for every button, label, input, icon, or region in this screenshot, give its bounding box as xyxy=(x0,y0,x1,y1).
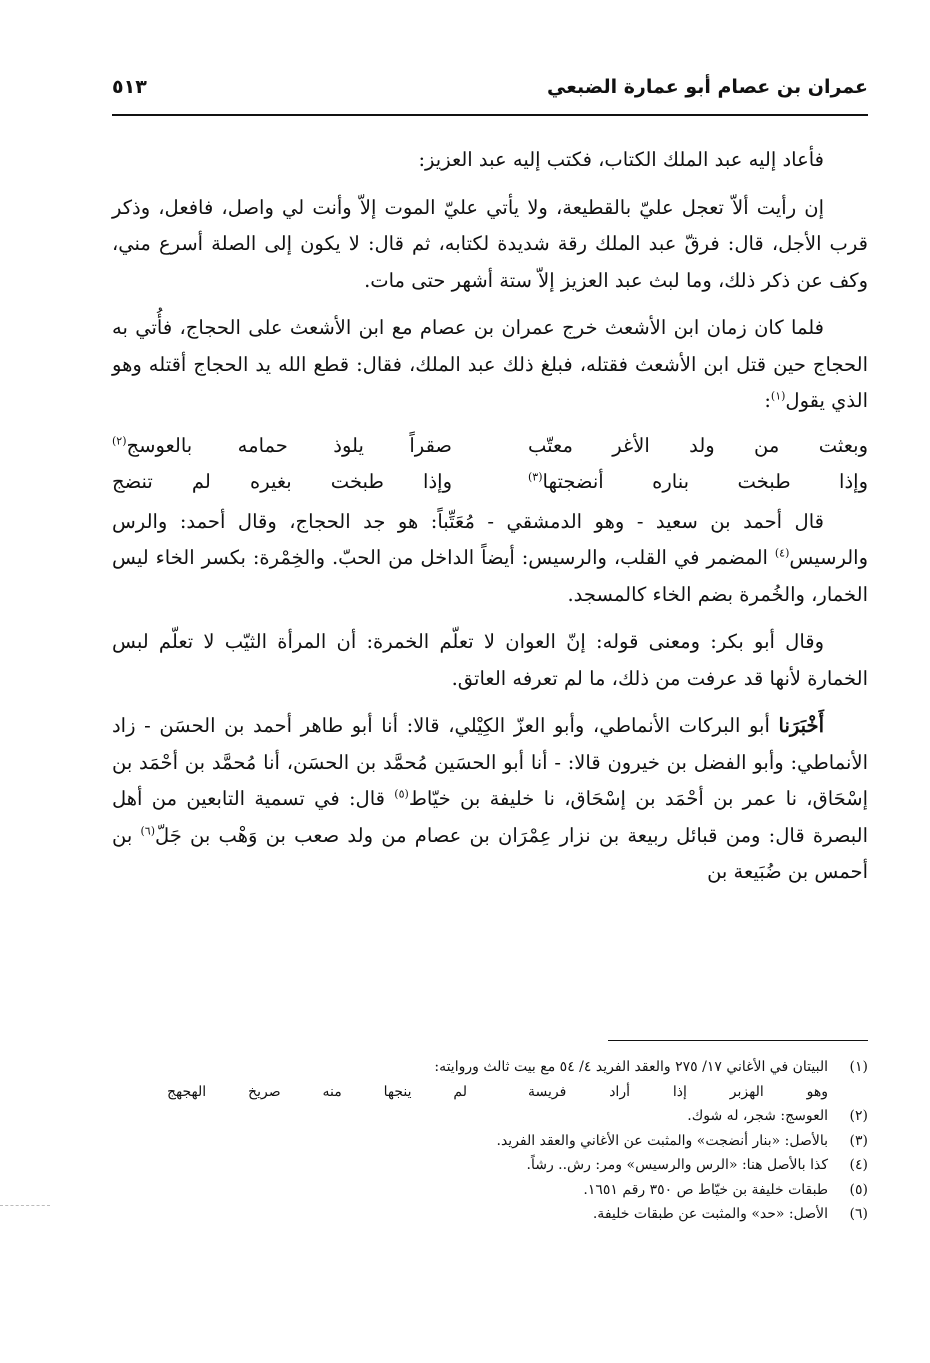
verse-2-second-hemistich: وإذا طبخت بغيره لم تنضج xyxy=(112,469,452,493)
footnote-ref-4: (٤) xyxy=(774,546,790,560)
paragraph-4-text-b: المضمر في القلب، والرسيس: أيضاً الداخل من الحبّ. والخِمْرة: بكسر الخاء ليس الخمار، والخُمرة بضم الخاء كالمسجد. xyxy=(112,546,868,606)
isnad-lead-word: أَخْبَرَنا xyxy=(778,714,824,737)
footnote-verse xyxy=(112,1080,868,1105)
scan-edge-mark xyxy=(0,1205,50,1206)
poem xyxy=(112,428,868,500)
paragraph-6-text-b: قال: في تسمية التابعين من أهل البصرة قال: ومن قبائل ربيعة بن نزار عِمْرَان بن عصام من ولد صعب بن وَهْب بن جَلّ xyxy=(112,787,868,847)
paragraph-5: وقال أبو بكر: ومعنى قوله: إنّ العوان لا تعلّم الخمرة: أن المرأة الثيّب لا تعلّم لبس الخمارة لأنها قد عرفت من ذلك، ما لم تعرفه العاتق. xyxy=(112,630,868,690)
footnote-number: (٦) xyxy=(849,1206,868,1222)
paragraph-6-text-a: أبو البركات الأنماطي، وأبو العزّ الكِيْلي، قالا: أنا أبو طاهر أحمد بن الحسَن - زاد الأنماطي: وأبو الفضل بن خيرون قالا: - أنا أبو الحسَين مُحمَّد بن الحسَن، أنا مُحمَّد بن أحْمَد بن إسْحَاق، نا عمر بن أحْمَد بن إسْحَاق، نا خليفة بن خيّاط xyxy=(112,714,868,810)
page-number: ٥١٣ xyxy=(112,76,147,98)
footnote-6 xyxy=(112,1202,868,1227)
verse-1-second-hemistich xyxy=(112,428,452,464)
paragraph-6-text-c: بن أحمس بن ضُبَيعة بن xyxy=(112,823,868,883)
footnote-text: الأصل: «حد» والمثبت عن طبقات خليفة. xyxy=(592,1206,828,1222)
verse-2-first-hemistich xyxy=(528,464,868,500)
footnote-verse-first-hemistich: وهو الهزبر إذا أراد فريسة xyxy=(528,1083,828,1100)
footnote-3 xyxy=(112,1129,868,1154)
footnote-ref-2: (٢) xyxy=(112,434,127,447)
paragraph-4 xyxy=(112,504,868,614)
paragraph-1: فأعاد إليه عبد الملك الكتاب، فكتب إليه عبد العزيز: xyxy=(418,148,824,171)
footnote-text: كذا بالأصل هنا: «الرس والرسيس» ومر: رش.. رشاً. xyxy=(526,1157,828,1173)
footnote-5 xyxy=(112,1178,868,1203)
footnote-divider xyxy=(608,1040,868,1041)
paragraph-6 xyxy=(112,708,868,891)
footnote-text: العوسج: شجر، له شوك. xyxy=(687,1108,828,1124)
footnote-number: (٢) xyxy=(849,1108,868,1124)
footnote-1 xyxy=(112,1055,868,1080)
footnote-number: (٤) xyxy=(849,1157,868,1173)
footnote-number: (١) xyxy=(849,1059,868,1075)
footnote-verse-second-hemistich: لم ينجها منه صريخ الهجهج xyxy=(167,1083,467,1100)
verse-1-second-hemistich-text: صقراً يلوذ حمامه بالعوسج xyxy=(126,433,452,457)
footnote-text: طبقات خليفة بن خيّاط ص ٣٥٠ رقم ١٦٥١. xyxy=(583,1181,828,1198)
footnote-number: (٥) xyxy=(849,1181,868,1198)
main-text xyxy=(112,142,868,891)
footnote-ref-6: (٦) xyxy=(140,824,156,837)
paragraph-3 xyxy=(112,310,868,420)
footnote-ref-3: (٣) xyxy=(528,470,543,483)
footnote-2 xyxy=(112,1104,868,1129)
paragraph-3-end: : xyxy=(764,389,771,412)
paragraph-3-text: فلما كان زمان ابن الأشعث خرج عمران بن عصام مع ابن الأشعث على الحجاج، فأُتي به الحجاج حين قتل ابن الأشعث فقتله، فبلغ ذلك عبد الملك، فقال: قطع الله يد الحجاج أقتله وهو الذي يقول xyxy=(112,316,868,412)
paragraph-2: إن رأيت ألاّ تعجل عليّ بالقطيعة، ولا يأتي عليّ الموت إلاّ وأنت لي واصل، فافعل، وذكر قرب الأجل، قال: فرقّ عبد الملك رقة شديدة لكتابه، ثم قال: لا يكون إلى الصلة أسرع مني، وكف عن ذكر ذلك، وما لبث عبد العزيز إلاّ ستة أشهر حتى مات. xyxy=(112,195,868,292)
verse-line-1 xyxy=(112,428,868,464)
running-title: عمران بن عصام أبو عمارة الضبعي xyxy=(547,76,868,98)
verse-2-first-hemistich-text: وإذا طبخت بناره أنضجتها xyxy=(542,469,868,493)
footnote-ref-1: (١) xyxy=(770,389,786,403)
page-header xyxy=(112,60,868,116)
footnote-ref-5: (٥) xyxy=(394,787,409,801)
footnote-number: (٣) xyxy=(849,1132,868,1149)
footnote-text: البيتان في الأغاني ١٧/ ٢٧٥ والعقد الفريد ٤/ ٥٤ مع بيت ثالث وروايته: xyxy=(434,1059,828,1075)
footnotes xyxy=(112,1055,868,1227)
verse-line-2 xyxy=(112,464,868,500)
footnote-4 xyxy=(112,1153,868,1178)
verse-1-first-hemistich: وبعثت من ولد الأغر معتّب xyxy=(528,433,868,457)
paragraph-4-text-a: قال أحمد بن سعيد - وهو الدمشقي - مُعَتِّباً: هو جد الحجاج، وقال أحمد: والرس والرسيس xyxy=(112,509,868,569)
footnote-text: بالأصل: «بنار أنضجت» والمثبت عن الأغاني والعقد الفريد. xyxy=(496,1132,828,1149)
